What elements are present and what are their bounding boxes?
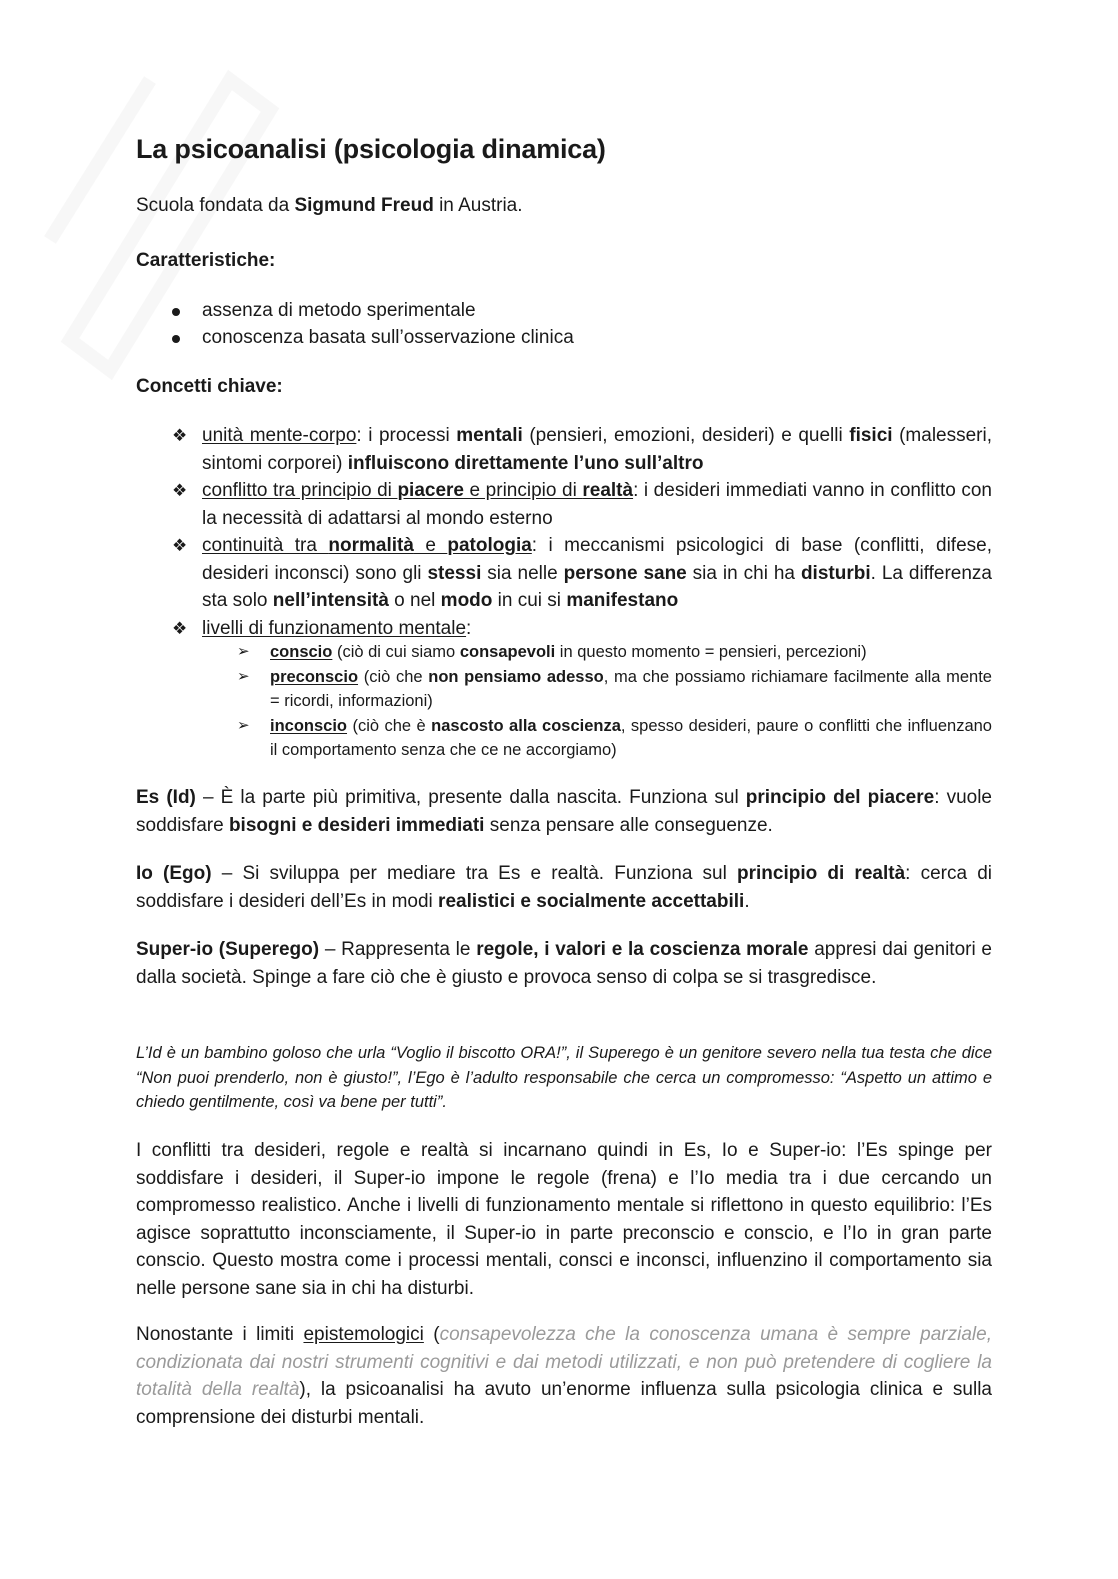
livello-preconscio: ➢ preconscio (ciò che non pensiamo adesso, ma che possiamo richiamare facilmente alla mente = ricordi, informazioni)	[136, 665, 992, 714]
livello-inconscio: ➢ inconscio (ciò che è nascosto alla coscienza, spesso desideri, paure o conflitti che influenzano il comportamento senza che ce ne accorgiamo)	[136, 714, 992, 763]
concept-continuita: ❖ continuità tra normalità e patologia: i meccanismi psicologici di base (conflitti, difese, desideri inconsci) sono gli stessi sia nelle persone sane sia in chi ha disturbi. La differenza sta solo nell’intensità o nel modo in cui si manifestano	[136, 532, 992, 615]
caratteristiche-heading: Caratteristiche:	[136, 250, 276, 271]
intro-paragraph: Scuola fondata da Sigmund Freud in Austria.	[136, 195, 523, 216]
arrow-bullet-icon: ➢	[237, 716, 250, 734]
es-paragraph: Es (Id) – È la parte più primitiva, presente dalla nascita. Funziona sul principio del piacere: vuole soddisfare bisogni e desideri immediati senza pensare alle conseguenze.	[136, 787, 993, 836]
arrow-bullet-icon: ➢	[237, 667, 250, 685]
diamond-bullet-icon: ❖	[172, 618, 188, 638]
diamond-bullet-icon: ❖	[172, 536, 188, 555]
livello-conscio: ➢ conscio (ciò di cui siamo consapevoli in questo momento = pensieri, percezioni)	[136, 640, 992, 665]
concetti-heading: Concetti chiave:	[136, 376, 283, 397]
page-title: La psicoanalisi (psicologia dinamica)	[136, 134, 606, 164]
concetti-list	[136, 422, 992, 642]
diamond-bullet-icon: ❖	[172, 481, 188, 500]
arrow-bullet-icon: ➢	[237, 643, 250, 660]
concept-unita-mente-corpo: ❖ unità mente-corpo: i processi mentali (pensieri, emozioni, desideri) e quelli fisici (malesseri, sintomi corporei) influiscono direttamente l’uno sull’altro	[136, 422, 992, 477]
concept-conflitto: ❖ conflitto tra principio di piacere e principio di realtà: i desideri immediati vanno in conflitto con la necessità di adattarsi al mondo esterno	[136, 477, 992, 532]
founder-name: Sigmund Freud	[294, 195, 434, 216]
io-paragraph: Io (Ego) – Si sviluppa per mediare tra Es e realtà. Funziona sul principio di realtà: cerca di soddisfare i desideri dell’Es in modi realistici e socialmente accettabili.	[136, 863, 992, 912]
conclusione-paragraph: Nonostante i limiti epistemologici (consapevolezza che la conoscenza umana è sempre parziale, condizionata dai nostri strumenti cognitivi e dai metodi utilizzati, e non può pretendere di cogliere la totalità della realtà), la psicoanalisi ha avuto un’enorme influenza sulla psicologia clinica e sulla comprensione dei disturbi mentali.	[136, 1324, 992, 1428]
list-item: conoscenza basata sull’osservazione clinica	[136, 324, 992, 351]
esempio-paragraph: L’Id è un bambino goloso che urla “Voglio il biscotto ORA!”, il Superego è un genitore severo nella tua testa che dice “Non puoi prenderlo, non è giusto!”, l’Ego è l’adulto responsabile che cerca un compromesso: “Aspetto un attimo e chiedo gentilmente, così va bene per tutti”.	[136, 1044, 992, 1111]
list-item: assenza di metodo sperimentale	[136, 297, 992, 324]
concept-livelli: ❖ livelli di funzionamento mentale:	[136, 615, 992, 643]
superio-paragraph: Super-io (Superego) – Rappresenta le regole, i valori e la coscienza morale appresi dai genitori e dalla società. Spinge a fare ciò che è giusto e provoca senso di colpa se si trasgredisce.	[136, 939, 992, 988]
livelli-list	[136, 640, 992, 763]
conflitti-paragraph: I conflitti tra desideri, regole e realtà si incarnano quindi in Es, Io e Super-io: l’Es spinge per soddisfare i desideri, il Super-io impone le regole (frena) e l’Io media tra i due cercando un compromesso realistico. Anche i livelli di funzionamento mentale si riflettono in questo equilibrio: l’Es agisce soprattutto inconsciamente, il Super-io in parte preconscio e conscio, e l’Io in gran parte conscio. Questo mostra come i processi mentali, consci e inconsci, influenzino il comportamento sia nelle persone sane sia in chi ha disturbi.	[136, 1140, 992, 1299]
caratteristiche-list	[136, 297, 992, 351]
diamond-bullet-icon: ❖	[172, 426, 188, 445]
